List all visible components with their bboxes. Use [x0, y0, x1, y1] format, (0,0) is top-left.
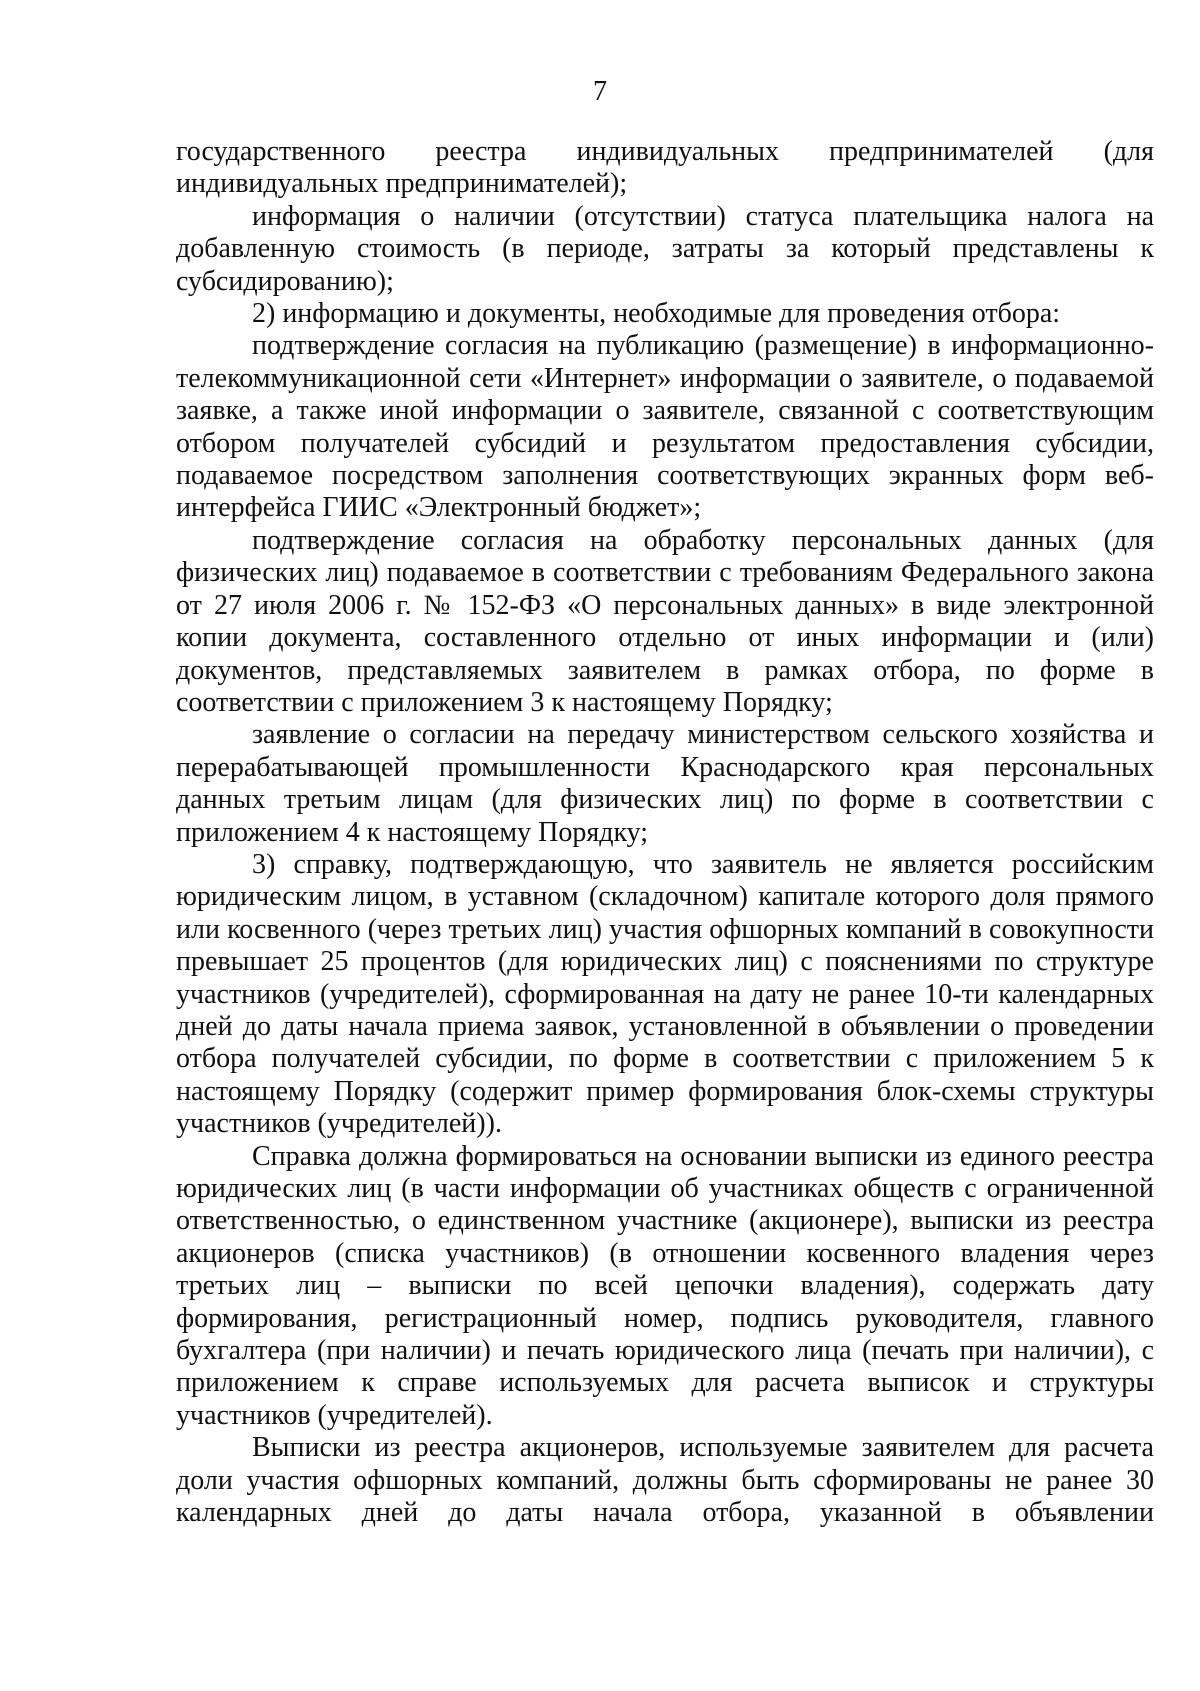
paragraph-offshore-certificate: 3) справку, подтверждающую, что заявитель не является российским юридическим лицом, в уставном (складочном) капитале которого доля прямого или косвенного (через третьих лиц) участия офшорных компаний в совокупности превышает 25 процентов (для юридических лиц) с пояснениями по структуре участников (учредителей), сформированная на дату не ранее 10-ти календарных дней до даты начала приема заявок, установленной в объявлении о проведении отбора получателей субсидии, по форме в соответствии с приложением 5 к настоящему Порядку (содержит пример формирования блок-схемы структуры участников (учредителей)). — [176, 848, 1154, 1140]
paragraph-certificate-basis: Справка должна формироваться на основании выписки из единого реестра юридических лиц (в части информации об участниках обществ с ограниченной ответственностью, о единственном участнике (акционере), выписки из реестра акционеров (списка участников) (в отношении косвенного владения через третьих лиц – выписки по всей цепочки владения), содержать дату формирования, регистрационный номер, подпись руководителя, главного бухгалтера (при наличии) и печать юридического лица (печать при наличии), с приложением к справе используемых для расчета выписок и структуры участников (учредителей). — [176, 1140, 1154, 1431]
paragraph-personal-data-consent: подтверждение согласия на обработку персональных данных (для физических лиц) подаваемое в соответствии с требованиям Федерального закона от 27 июля 2006 г. № 152-ФЗ «О персональных данных» в виде электронной копии документа, составленного отдельно от иных информации и (или) документов, представляемых заявителем в рамках отбора, по форме в соответствии с приложением 3 к настоящему Порядку; — [176, 524, 1154, 718]
document-body — [176, 136, 1154, 1529]
paragraph-publication-consent: подтверждение согласия на публикацию (размещение) в информационно-телекоммуникационной сети «Интернет» информации о заявителе, о подаваемой заявке, а также иной информации о заявителе, связанной с соответствующим отбором получателей субсидий и результатом предоставления субсидии, подаваемое посредством заполнения соответствующих экранных форм веб-интерфейса ГИИС «Электронный бюджет»; — [176, 330, 1154, 524]
paragraph-data-transfer-consent: заявление о согласии на передачу министерством сельского хозяйства и перерабатывающей промышленности Краснодарского края персональных данных третьим лицам (для физических лиц) по форме в соответствии с приложением 4 к настоящему Порядку; — [176, 719, 1154, 848]
paragraph-selection-documents-heading: 2) информацию и документы, необходимые для проведения отбора: — [252, 298, 1061, 330]
paragraph-shareholder-register-extracts: Выписки из реестра акционеров, используемые заявителем для расчета доли участия офшорных компаний, должны быть сформированы не ранее 30 календарных дней до даты начала отбора, указанной в объявлении — [176, 1432, 1154, 1529]
page-number: 7 — [593, 76, 607, 107]
paragraph-egrip-extract-end: государственного реестра индивидуальных предпринимателей (для индивидуальных предпринимателей); — [176, 136, 1154, 200]
paragraph-vat-status: информация о наличии (отсутствии) статуса плательщика налога на добавленную стоимость (в периоде, затраты за который представлены к субсидированию); — [176, 200, 1154, 297]
